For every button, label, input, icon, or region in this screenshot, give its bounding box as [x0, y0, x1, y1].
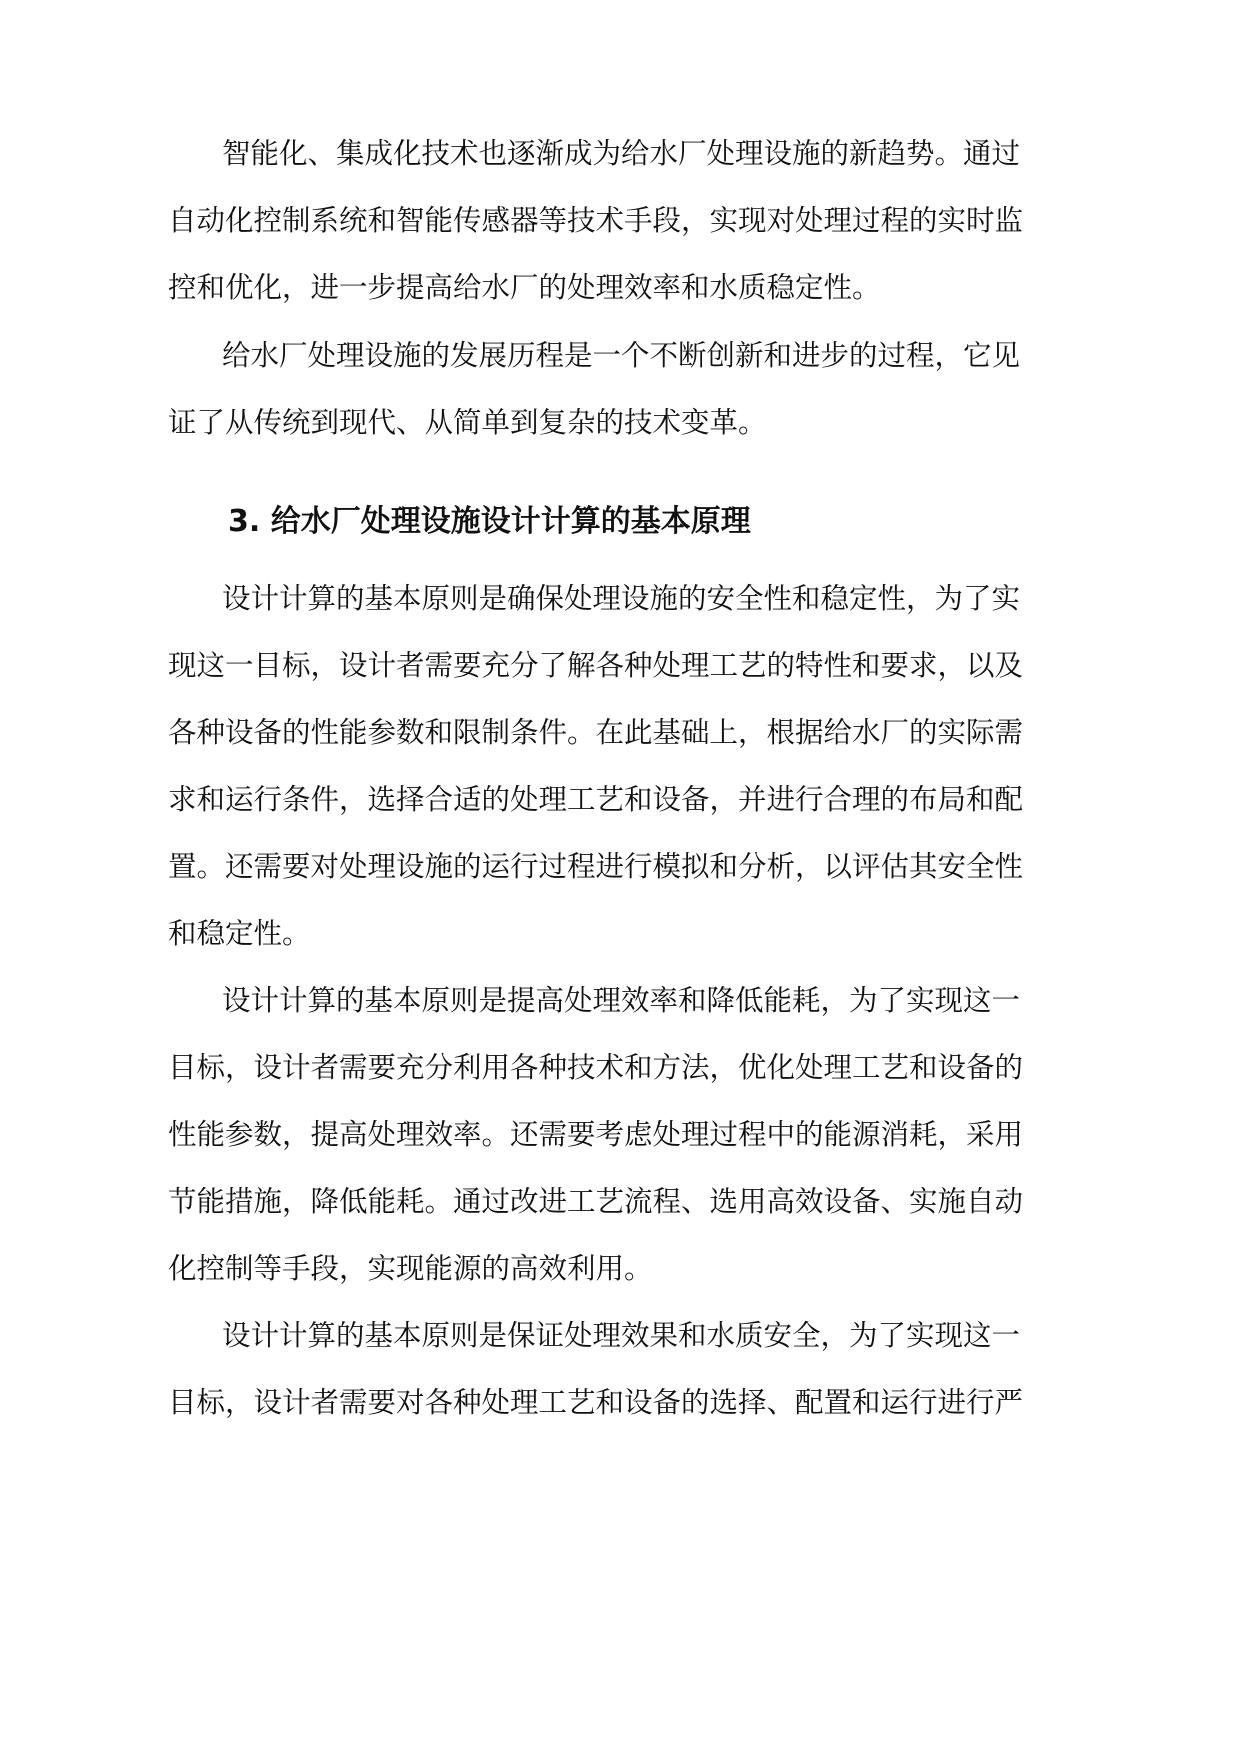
paragraph-4-line-5 — [0, 1242, 1241, 1296]
paragraph-3-line-2 — [0, 639, 1241, 693]
paragraph-3-line-3 — [0, 706, 1241, 760]
text-line: 给水厂处理设施的发展历程是一个不断创新和进步的过程，它见 — [222, 339, 1021, 372]
text-line: 自动化控制系统和智能传感器等技术手段，实现对处理过程的实时监 — [168, 204, 1024, 237]
text-line: 和稳定性。 — [168, 917, 311, 950]
heading-text: 3. 给水厂处理设施设计计算的基本原理 — [228, 504, 751, 539]
paragraph-1-line-3 — [0, 261, 1241, 315]
paragraph-3-line-5 — [0, 840, 1241, 894]
paragraph-2-line-1 — [0, 329, 1241, 383]
text-line: 求和运行条件，选择合适的处理工艺和设备，并进行合理的布局和配 — [168, 783, 1024, 816]
text-line: 设计计算的基本原则是确保处理设施的安全性和稳定性，为了实 — [222, 582, 1021, 615]
text-line: 各种设备的性能参数和限制条件。在此基础上，根据给水厂的实际需 — [168, 716, 1024, 749]
text-line: 智能化、集成化技术也逐渐成为给水厂处理设施的新趋势。通过 — [222, 137, 1021, 170]
paragraph-1-line-2 — [0, 194, 1241, 248]
text-line: 现这一目标，设计者需要充分了解各种处理工艺的特性和要求，以及 — [168, 649, 1024, 682]
text-line: 置。还需要对处理设施的运行过程进行模拟和分析，以评估其安全性 — [168, 850, 1024, 883]
text-line: 控和优化，进一步提高给水厂的处理效率和水质稳定性。 — [168, 271, 881, 304]
paragraph-3-line-6 — [0, 907, 1241, 961]
text-line: 节能措施，降低能耗。通过改进工艺流程、选用高效设备、实施自动 — [168, 1185, 1024, 1218]
text-line: 目标，设计者需要充分利用各种技术和方法，优化处理工艺和设备的 — [168, 1051, 1024, 1084]
text-line: 性能参数，提高处理效率。还需要考虑处理过程中的能源消耗，采用 — [168, 1118, 1024, 1151]
paragraph-5-line-1 — [0, 1309, 1241, 1363]
text-line: 化控制等手段，实现能源的高效利用。 — [168, 1252, 653, 1285]
paragraph-2-line-2 — [0, 396, 1241, 450]
paragraph-4-line-2 — [0, 1041, 1241, 1095]
paragraph-4-line-1 — [0, 974, 1241, 1028]
paragraph-4-line-3 — [0, 1108, 1241, 1162]
paragraph-4-line-4 — [0, 1175, 1241, 1229]
text-line: 设计计算的基本原则是保证处理效果和水质安全，为了实现这一 — [222, 1319, 1021, 1352]
text-line: 目标，设计者需要对各种处理工艺和设备的选择、配置和运行进行严 — [168, 1386, 1024, 1419]
paragraph-5-line-2 — [0, 1376, 1241, 1430]
section-heading — [0, 495, 1241, 549]
paragraph-3-line-1 — [0, 572, 1241, 626]
paragraph-1-line-1 — [0, 127, 1241, 181]
paragraph-3-line-4 — [0, 773, 1241, 827]
text-line: 证了从传统到现代、从简单到复杂的技术变革。 — [168, 406, 767, 439]
text-line: 设计计算的基本原则是提高处理效率和降低能耗，为了实现这一 — [222, 984, 1021, 1017]
